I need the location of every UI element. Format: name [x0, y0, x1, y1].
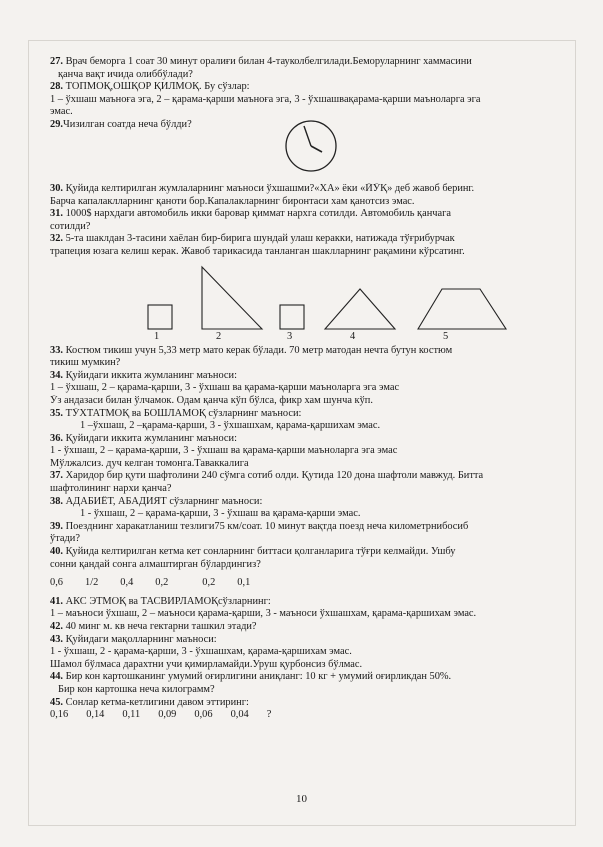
seq-item: 0,1 [237, 577, 251, 589]
q28-line1: 1 – ўхшаш маъноға эга, 2 – қарама-қарши маъноға эга, 3 - ўхшашвақарама-қарши маъноларга эга [50, 93, 481, 105]
q32-line2: трапеция юзага келиш керак. Жавоб тарикасида танланган шаклларнинг рақамини кўрсатинг. [50, 245, 465, 257]
shape-label-2: 2 [216, 330, 222, 342]
seq-item: 0,09 [158, 709, 177, 721]
q27-line2: қанча вақт ичида олиббўлади? [58, 68, 193, 80]
seq-item: 0,2 [155, 577, 169, 589]
q44-line1: 44. Бир кон картошканинг умумий оғирлигини аниқланг: 10 кг + умумий оғирликдан 50%. [50, 671, 452, 683]
seq-item: 0,06 [194, 709, 213, 721]
q43-head: 43. Қуйидаги мақолларнинг маъноси: [50, 633, 217, 645]
seq-item: 1/2 [85, 577, 99, 589]
document-content [50, 56, 558, 722]
q36-line1: 1 - ўхшаш, 2 – қарама-қарши, 3 - ўхшаш ва қарама-қарши маъноларга эга эмас [50, 445, 398, 457]
q41-head: 41. АКС ЭТМОҚ ва ТАСВИРЛАМОҚсўзларнинг: [50, 595, 271, 607]
q29-text: 29.Чизилган соатда неча бўлди? [50, 118, 192, 130]
shape-right-triangle [202, 267, 262, 329]
seq-item: 0,2 [202, 577, 216, 589]
q36-line2: Мўлжалсиз. дуч келган томонга.Таваккалига [50, 457, 249, 469]
q31-line2: сотилди? [50, 220, 91, 232]
q30-line1: 30. Қуйида келтирилган жумлаларнинг маъноси ўхшашми?«ХА» ёки «ЙЎҚ» деб жавоб беринг. [50, 182, 475, 194]
q40-sequence [50, 577, 558, 590]
q35-line1: 1 –ўхшаш, 2 –қарама-қарши, 3 - ўхшашхам, қарама-қаршихам эмас. [80, 420, 381, 432]
q37-line1: 37. Харидор бир қути шафтолини 240 сўмга сотиб олди. Қутида 120 дона шафтоли мавжуд. Битта [50, 470, 484, 482]
q28-head: 28. ТОПМОҚ,ОШҚОР ҚИЛМОҚ. Бу сўзлар: [50, 81, 250, 93]
q34-line2: Ўз андазаси билан ўлчамок. Одам қанча кўп бўлса, фикр хам шунча кўп. [50, 394, 373, 406]
shape-label-3: 3 [287, 330, 293, 342]
q43-line2: Шамол бўлмаса дарахтни учи қимирламайди.Уруш қурбонсиз бўлмас. [50, 658, 363, 670]
q45-sequence [50, 709, 558, 722]
seq-item: ? [266, 709, 272, 721]
q40-line1: 40. Қуйида келтирилган кетма кет сонларнинг биттаси қолганларига тўғри келмайди. Ушбу [50, 546, 456, 558]
q34-head: 34. Қуйидаги иккита жумланинг маъноси: [50, 369, 237, 381]
q43-line1: 1 - ўхшаш, 2 - қарама-қарши, 3 - ўхшашхам, қарама-қаршихам эмас. [50, 646, 352, 658]
seq-item: 0,14 [86, 709, 105, 721]
shape-triangle [325, 289, 395, 329]
shape-label-4: 4 [350, 330, 356, 342]
shapes-figure [50, 265, 558, 333]
q37-line2: шафтолининг нархи қанча? [50, 483, 172, 495]
q45-head: 45. Сонлар кетма-кетлигини давом эттиринг: [50, 696, 249, 708]
q40-line2: сонни қандай сонга алмаштирган бўлардингиз? [50, 558, 261, 570]
clock-icon [282, 117, 340, 175]
q44-line2: Бир кон картошка неча килограмм? [58, 683, 215, 695]
q36-head: 36. Қуйидаги иккита жумланинг маъноси: [50, 432, 237, 444]
q27-line1: 27. Врач беморга 1 соат 30 минут оралиғи билан 4-тауколбелгилади.Беморуларнинг хаммасини [50, 56, 472, 67]
q28-line2: эмас. [50, 106, 73, 118]
seq-item: 0,6 [50, 577, 63, 589]
shape-small-square [280, 305, 304, 329]
q33-line2: тикиш мумкин? [50, 357, 121, 369]
shape-square [148, 305, 172, 329]
seq-item: 0,4 [120, 577, 134, 589]
shape-trapezoid [418, 289, 506, 329]
q33-line1: 33. Костюм тикиш учун 5,33 метр мато керак бўлади. 70 метр матодан нечта бутун костюм [50, 344, 453, 356]
q41-line1: 1 – маъноси ўхшаш, 2 – маъноси қарама-қарши, 3 - маъноси ўхшашхам, қарама-қаршихам эмас. [50, 608, 477, 620]
seq-item: 0,11 [122, 709, 141, 721]
shape-label-5: 5 [443, 330, 449, 342]
q30-line2: Барча капалаклларнинг қаноти бор.Капалакларнинг биронтаси хам қанотсиз эмас. [50, 195, 415, 207]
q35-head: 35. ТЎХТАТМОҚ ва БОШЛАМОҚ сўзларнинг маъноси: [50, 407, 302, 419]
shape-label-1: 1 [154, 330, 160, 342]
seq-item: 0,04 [230, 709, 249, 721]
q38-line1: 1 - ўхшаш, 2 – қарама-қарши, 3 - ўхшаш ва қарама-қарши эмас. [80, 508, 361, 520]
page-number: 10 [296, 793, 307, 805]
q34-line1: 1 – ўхшаш, 2 – қарама-қарши, 3 - ўхшаш ва қарама-қарши маъноларга эга эмас [50, 382, 400, 394]
q29-block [50, 119, 558, 177]
q31-line1: 31. 1000$ нархдаги автомобиль икки баровар қиммат нархга сотилди. Автомобиль қанчага [50, 208, 451, 220]
q42-text: 42. 40 минг м. кв неча гектарни ташкил этади? [50, 621, 257, 632]
seq-item: 0,16 [50, 709, 69, 721]
q32-line1: 32. 5-та шаклдан 3-тасини хаёлан бир-бирига шундай улаш керакки, натижада тўғрибурчак [50, 233, 455, 245]
q39-line2: ўтади? [50, 533, 80, 545]
q32-shapes [50, 265, 558, 345]
q39-line1: 39. Поезднинг харакатланиш тезлиги75 км/соат. 10 минут вақтда поезд неча километрнибосиб [50, 520, 469, 532]
q38-head: 38. АДАБИЁТ, АБАДИЯТ сўзларнинг маъноси: [50, 495, 263, 507]
